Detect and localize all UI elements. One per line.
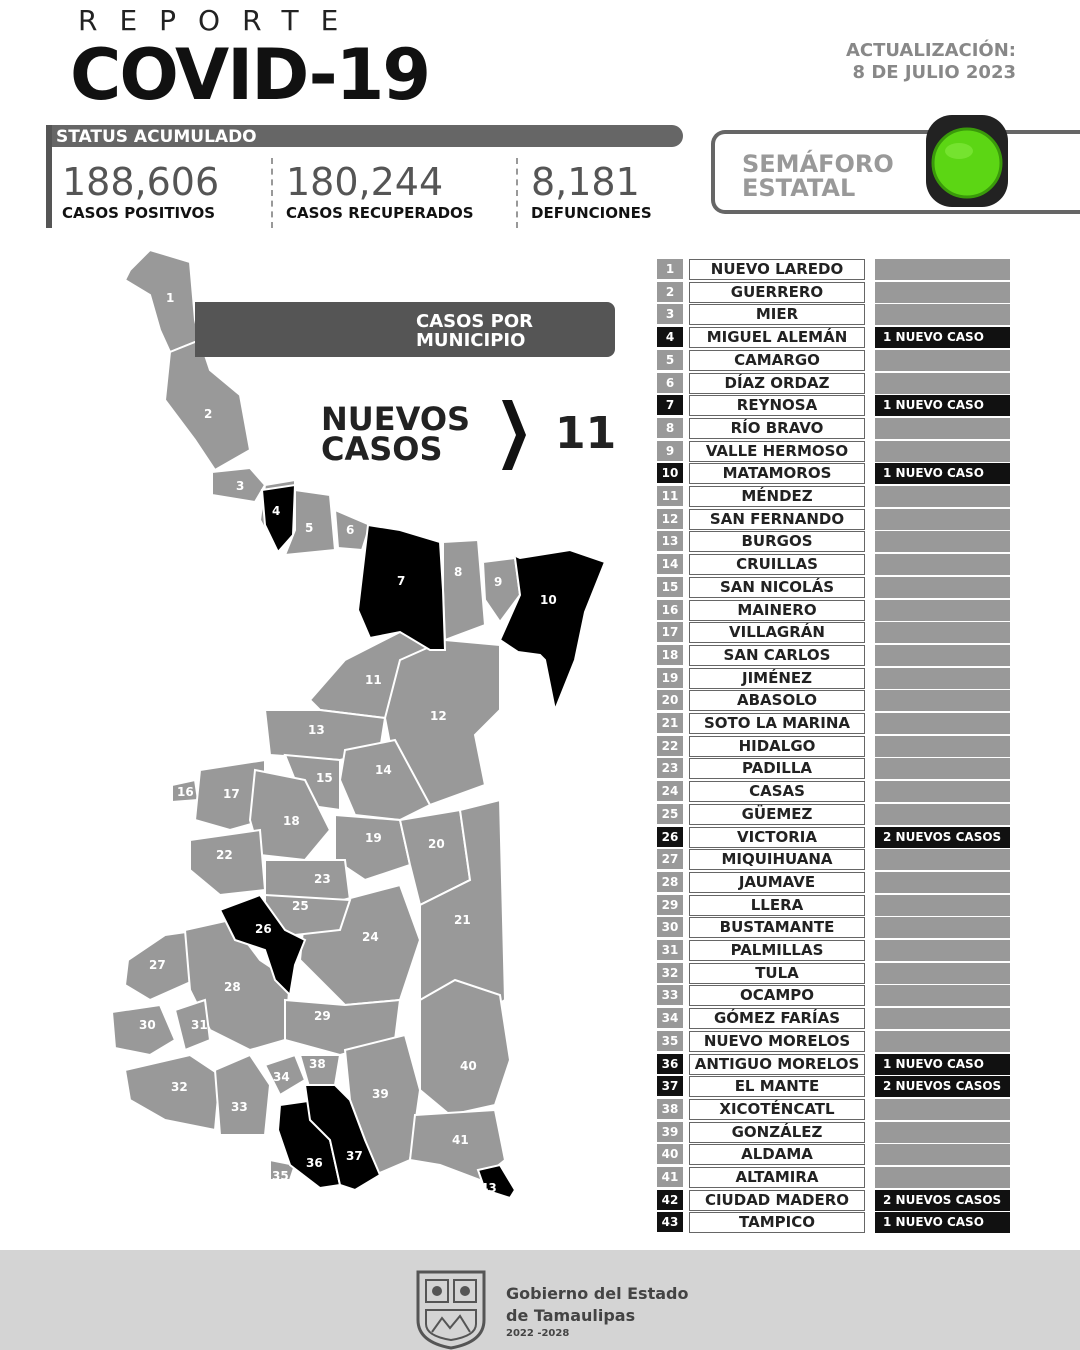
municipio-status: 1 NUEVO CASO xyxy=(875,1054,1010,1075)
municipio-number: 26 xyxy=(657,827,683,847)
status-left-border xyxy=(46,125,52,228)
municipio-number: 20 xyxy=(657,690,683,710)
map-label-37: 37 xyxy=(346,1149,363,1163)
status-title: STATUS ACUMULADO xyxy=(56,127,257,147)
map-label-23: 23 xyxy=(314,872,331,886)
municipio-status xyxy=(875,985,1010,1006)
map-label-32: 32 xyxy=(171,1080,188,1094)
tamaulipas-map xyxy=(100,240,620,1210)
map-label-25: 25 xyxy=(292,899,309,913)
nuevos-line1: NUEVOS xyxy=(321,400,471,438)
municipio-status xyxy=(875,804,1010,825)
report-label: REPORTE xyxy=(78,4,361,37)
municipio-number: 24 xyxy=(657,781,683,801)
casos-municipio-line2: MUNICIPIO xyxy=(416,330,526,351)
municipio-name: DÍAZ ORDAZ xyxy=(689,373,865,394)
municipio-status xyxy=(875,1031,1010,1052)
map-label-26: 26 xyxy=(255,922,272,936)
municipio-name: JIMÉNEZ xyxy=(689,668,865,689)
municipio-number: 11 xyxy=(657,486,683,506)
municipio-number: 12 xyxy=(657,509,683,529)
municipio-name: ANTIGUO MORELOS xyxy=(689,1054,865,1075)
municipio-status xyxy=(875,486,1010,507)
map-label-35: 35 xyxy=(272,1169,289,1183)
municipio-name: SAN NICOLÁS xyxy=(689,577,865,598)
municipio-status: 2 NUEVOS CASOS xyxy=(875,827,1010,848)
municipio-name: NUEVO MORELOS xyxy=(689,1031,865,1052)
municipio-name: MIER xyxy=(689,304,865,325)
nuevos-casos-value: 11 xyxy=(555,408,617,459)
municipio-number: 8 xyxy=(657,418,683,438)
municipio-number: 9 xyxy=(657,441,683,461)
municipio-number: 5 xyxy=(657,350,683,370)
map-label-7: 7 xyxy=(397,574,406,588)
municipio-status xyxy=(875,304,1010,325)
update-date: 8 DE JULIO 2023 xyxy=(852,62,1016,83)
map-label-33: 33 xyxy=(231,1100,248,1114)
map-region-2 xyxy=(165,340,250,470)
municipio-number: 33 xyxy=(657,985,683,1005)
municipio-name: HIDALGO xyxy=(689,736,865,757)
map-label-24: 24 xyxy=(362,930,379,944)
map-region-40 xyxy=(420,980,510,1115)
nuevos-casos-label xyxy=(321,400,471,468)
municipio-number: 3 xyxy=(657,304,683,324)
municipio-name: GUERRERO xyxy=(689,282,865,303)
municipio-status xyxy=(875,736,1010,757)
gov-line1: Gobierno del Estado xyxy=(506,1284,689,1303)
government-years: 2022 -2028 xyxy=(506,1328,570,1339)
casos-municipio-banner xyxy=(195,302,615,357)
municipio-status xyxy=(875,259,1010,280)
update-info xyxy=(846,40,1016,84)
municipio-name: GONZÁLEZ xyxy=(689,1122,865,1143)
map-label-40: 40 xyxy=(460,1059,477,1073)
map-label-42: 42 xyxy=(508,1157,525,1171)
nuevos-line2: CASOS xyxy=(321,430,443,468)
map-label-5: 5 xyxy=(305,521,314,535)
municipio-name: PADILLA xyxy=(689,758,865,779)
municipio-name: CIUDAD MADERO xyxy=(689,1190,865,1211)
municipio-name: VILLAGRÁN xyxy=(689,622,865,643)
municipio-name: RÍO BRAVO xyxy=(689,418,865,439)
municipio-name: MAINERO xyxy=(689,600,865,621)
municipio-name: TAMPICO xyxy=(689,1212,865,1233)
municipio-number: 1 xyxy=(657,259,683,279)
chevron-right-icon xyxy=(500,400,526,470)
municipio-name: MATAMOROS xyxy=(689,463,865,484)
map-label-15: 15 xyxy=(316,771,333,785)
map-label-36: 36 xyxy=(306,1156,323,1170)
municipio-status: 2 NUEVOS CASOS xyxy=(875,1190,1010,1211)
map-label-2: 2 xyxy=(204,407,213,421)
municipio-number: 37 xyxy=(657,1076,683,1096)
municipio-status xyxy=(875,963,1010,984)
municipio-status xyxy=(875,622,1010,643)
municipio-status xyxy=(875,849,1010,870)
map-label-28: 28 xyxy=(224,980,241,994)
municipio-number: 2 xyxy=(657,282,683,302)
municipio-number: 16 xyxy=(657,600,683,620)
recuperados-label: CASOS RECUPERADOS xyxy=(286,204,474,222)
map-label-30: 30 xyxy=(139,1018,156,1032)
municipio-name: CRUILLAS xyxy=(689,554,865,575)
municipio-status xyxy=(875,668,1010,689)
municipio-name: SAN FERNANDO xyxy=(689,509,865,530)
municipio-number: 25 xyxy=(657,804,683,824)
positivos-label: CASOS POSITIVOS xyxy=(62,204,216,222)
map-label-8: 8 xyxy=(454,565,463,579)
coat-of-arms-icon xyxy=(412,1262,490,1350)
map-label-1: 1 xyxy=(166,291,175,305)
map-label-9: 9 xyxy=(494,575,503,589)
municipio-name: PALMILLAS xyxy=(689,940,865,961)
municipio-status: 2 NUEVOS CASOS xyxy=(875,1076,1010,1097)
semaforo-line1: SEMÁFORO xyxy=(742,150,894,178)
municipio-status xyxy=(875,441,1010,462)
map-region-22 xyxy=(190,830,265,895)
municipio-status xyxy=(875,1144,1010,1165)
municipio-status: 1 NUEVO CASO xyxy=(875,327,1010,348)
municipio-name: REYNOSA xyxy=(689,395,865,416)
municipio-number: 14 xyxy=(657,554,683,574)
municipio-status xyxy=(875,1122,1010,1143)
map-label-16: 16 xyxy=(177,785,194,799)
municipio-number: 34 xyxy=(657,1008,683,1028)
municipio-name: MIGUEL ALEMÁN xyxy=(689,327,865,348)
map-label-21: 21 xyxy=(454,913,471,927)
municipio-name: SOTO LA MARINA xyxy=(689,713,865,734)
map-label-20: 20 xyxy=(428,837,445,851)
map-label-6: 6 xyxy=(346,523,355,537)
map-label-11: 11 xyxy=(365,673,382,687)
municipio-name: BURGOS xyxy=(689,531,865,552)
municipio-number: 27 xyxy=(657,849,683,869)
municipio-number: 7 xyxy=(657,395,683,415)
municipio-number: 21 xyxy=(657,713,683,733)
map-label-31: 31 xyxy=(191,1018,208,1032)
municipio-number: 38 xyxy=(657,1099,683,1119)
municipio-number: 41 xyxy=(657,1167,683,1187)
map-label-13: 13 xyxy=(308,723,325,737)
municipio-number: 22 xyxy=(657,736,683,756)
municipio-status xyxy=(875,350,1010,371)
stat-defunciones xyxy=(531,160,652,222)
municipio-name: CAMARGO xyxy=(689,350,865,371)
municipio-status xyxy=(875,282,1010,303)
municipio-name: JAUMAVE xyxy=(689,872,865,893)
municipio-number: 17 xyxy=(657,622,683,642)
map-label-39: 39 xyxy=(372,1087,389,1101)
page-title: COVID-19 xyxy=(70,34,430,116)
municipio-status xyxy=(875,940,1010,961)
map-label-17: 17 xyxy=(223,787,240,801)
municipio-name: CASAS xyxy=(689,781,865,802)
map-label-41: 41 xyxy=(452,1133,469,1147)
municipio-name: EL MANTE xyxy=(689,1076,865,1097)
map-label-14: 14 xyxy=(375,763,392,777)
municipio-number: 32 xyxy=(657,963,683,983)
municipio-name: SAN CARLOS xyxy=(689,645,865,666)
municipio-name: ALTAMIRA xyxy=(689,1167,865,1188)
municipio-number: 19 xyxy=(657,668,683,688)
municipio-name: LLERA xyxy=(689,895,865,916)
municipio-name: BUSTAMANTE xyxy=(689,917,865,938)
municipio-status xyxy=(875,509,1010,530)
map-label-18: 18 xyxy=(283,814,300,828)
municipio-status xyxy=(875,531,1010,552)
map-label-4: 4 xyxy=(272,504,281,518)
municipio-name: MÉNDEZ xyxy=(689,486,865,507)
traffic-light-icon xyxy=(924,113,1010,209)
map-region-8 xyxy=(443,540,485,640)
map-label-29: 29 xyxy=(314,1009,331,1023)
municipio-number: 23 xyxy=(657,758,683,778)
semaforo-line2: ESTATAL xyxy=(742,174,856,202)
municipio-number: 13 xyxy=(657,531,683,551)
stat-divider xyxy=(516,158,518,228)
municipio-name: OCAMPO xyxy=(689,985,865,1006)
municipio-number: 18 xyxy=(657,645,683,665)
map-label-10: 10 xyxy=(540,593,557,607)
municipio-number: 30 xyxy=(657,917,683,937)
municipio-status xyxy=(875,758,1010,779)
map-label-19: 19 xyxy=(365,831,382,845)
municipio-name: GÜEMEZ xyxy=(689,804,865,825)
municipio-status xyxy=(875,554,1010,575)
map-label-3: 3 xyxy=(236,479,245,493)
defunciones-label: DEFUNCIONES xyxy=(531,204,652,222)
municipio-name: VALLE HERMOSO xyxy=(689,441,865,462)
municipio-status xyxy=(875,1008,1010,1029)
municipio-status xyxy=(875,373,1010,394)
map-region-33 xyxy=(215,1055,270,1135)
municipio-number: 15 xyxy=(657,577,683,597)
map-label-34: 34 xyxy=(273,1070,290,1084)
municipio-number: 40 xyxy=(657,1144,683,1164)
municipio-status xyxy=(875,600,1010,621)
municipio-number: 29 xyxy=(657,895,683,915)
map-label-22: 22 xyxy=(216,848,233,862)
municipio-status: 1 NUEVO CASO xyxy=(875,395,1010,416)
municipio-status xyxy=(875,690,1010,711)
update-label: ACTUALIZACIÓN: xyxy=(845,40,1016,61)
municipio-number: 28 xyxy=(657,872,683,892)
stat-divider xyxy=(271,158,273,228)
defunciones-value: 8,181 xyxy=(531,160,640,204)
semaforo-label xyxy=(742,152,894,200)
municipio-status xyxy=(875,713,1010,734)
municipio-status: 1 NUEVO CASO xyxy=(875,1212,1010,1233)
municipio-name: TULA xyxy=(689,963,865,984)
municipio-status xyxy=(875,781,1010,802)
municipio-number: 42 xyxy=(657,1190,683,1210)
casos-municipio-title xyxy=(416,312,533,350)
gov-line2: de Tamaulipas xyxy=(506,1306,636,1325)
map-label-38: 38 xyxy=(309,1057,326,1071)
map-label-27: 27 xyxy=(149,958,166,972)
municipio-number: 36 xyxy=(657,1054,683,1074)
map-label-43: 43 xyxy=(480,1181,497,1195)
municipio-status xyxy=(875,577,1010,598)
municipio-status xyxy=(875,895,1010,916)
municipio-number: 10 xyxy=(657,463,683,483)
casos-municipio-line1: CASOS POR xyxy=(416,311,533,332)
municipio-status: 1 NUEVO CASO xyxy=(875,463,1010,484)
positivos-value: 188,606 xyxy=(62,160,220,204)
municipio-name: ABASOLO xyxy=(689,690,865,711)
municipio-status xyxy=(875,1167,1010,1188)
municipio-number: 6 xyxy=(657,373,683,393)
municipio-status xyxy=(875,645,1010,666)
municipio-name: XICOTÉNCATL xyxy=(689,1099,865,1120)
municipio-status xyxy=(875,872,1010,893)
municipio-name: ALDAMA xyxy=(689,1144,865,1165)
municipio-number: 35 xyxy=(657,1031,683,1051)
municipio-number: 39 xyxy=(657,1122,683,1142)
municipio-name: MIQUIHUANA xyxy=(689,849,865,870)
municipio-status xyxy=(875,418,1010,439)
municipio-name: GÓMEZ FARÍAS xyxy=(689,1008,865,1029)
stat-recuperados xyxy=(286,160,474,222)
recuperados-value: 180,244 xyxy=(286,160,444,204)
municipio-name: VICTORIA xyxy=(689,827,865,848)
municipio-number: 31 xyxy=(657,940,683,960)
map-region-1 xyxy=(125,250,200,352)
map-label-12: 12 xyxy=(430,709,447,723)
municipio-number: 43 xyxy=(657,1212,683,1232)
government-name xyxy=(506,1283,688,1327)
municipio-status xyxy=(875,1099,1010,1120)
stat-positivos xyxy=(62,160,219,222)
municipio-number: 4 xyxy=(657,327,683,347)
municipio-status xyxy=(875,917,1010,938)
municipio-name: NUEVO LAREDO xyxy=(689,259,865,280)
